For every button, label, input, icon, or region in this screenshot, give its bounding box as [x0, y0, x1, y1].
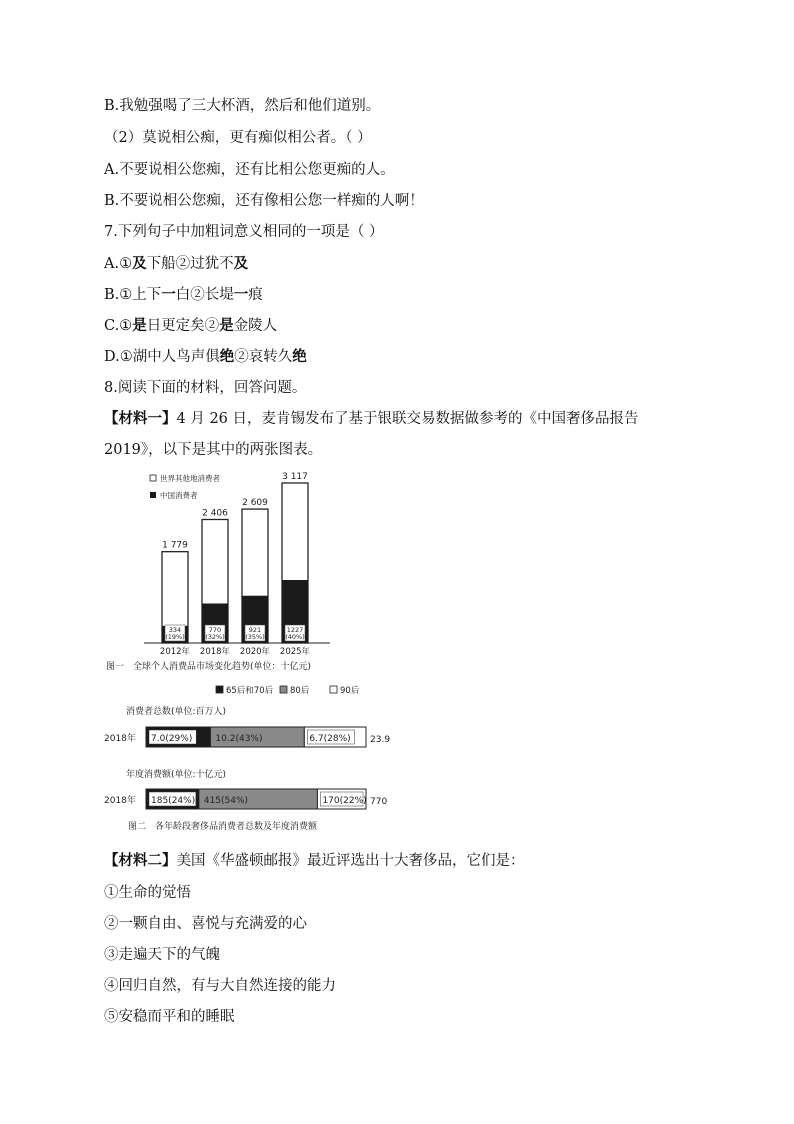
option-prefix: C.① [104, 318, 133, 334]
segment-label: 10.2(43%) [215, 734, 263, 744]
option-mid: 下船②过犹不 [146, 256, 234, 272]
legend-label: 65后和70后 [226, 686, 274, 696]
option-prefix: D.①湖中人鸟声俱 [104, 349, 220, 365]
legend-label-other: 世界其他地消费者 [160, 474, 220, 483]
list-item: ②一颗自由、喜悦与充满爱的心 [104, 916, 307, 932]
question-7: 7.下列句子中加粗词意义相同的一项是（ ） [104, 224, 384, 240]
bold-word-2: 是 [219, 317, 234, 334]
segment-label: 185(24%) [151, 796, 196, 806]
material-1-label: 【材料一】 [104, 410, 177, 427]
material-1-text: 4 月 26 日，麦肯锡发布了基于银联交易数据做参考的《中国奢侈品报告 [176, 411, 639, 427]
option-mid: 日更定矣② [146, 318, 220, 334]
segment-label: 170(22%) [322, 796, 367, 806]
total-value-label: 3 117 [282, 472, 308, 482]
option-b-previous: B.我勉强喝了三大杯酒，然后和他们道别。 [104, 98, 381, 114]
bold-word-1: 是 [132, 317, 147, 334]
option-suffix: 痕 [248, 287, 263, 303]
question-7-option-a [104, 254, 248, 274]
total-value-label: 2 406 [202, 508, 228, 519]
option-suffix: 金陵人 [233, 318, 278, 334]
china-value-label: 1227 [286, 626, 304, 634]
bold-word-1: 及 [132, 255, 147, 272]
material-2-intro [104, 851, 525, 871]
list-item: ④回归自然，有与大自然连接的能力 [104, 978, 336, 994]
segment-label: 7.0(29%) [151, 734, 193, 744]
total-label: 23.9 [370, 735, 391, 745]
question-2: （2）莫说相公痴，更有痴似相公者。（ ） [104, 130, 372, 146]
category-label: 2018年 [104, 796, 136, 806]
segment-label: 415(54%) [203, 796, 249, 806]
china-share-label: (40%) [285, 633, 305, 641]
legend-swatch-other [150, 475, 156, 481]
bold-word-2: 及 [233, 255, 249, 272]
question-7-option-d [104, 347, 307, 367]
bold-word-1: 绝 [219, 348, 235, 365]
x-tick-label: 2018年 [199, 647, 231, 657]
series-title: 消费者总数(单位:百万人) [126, 707, 227, 717]
china-value-label: 334 [168, 626, 182, 634]
total-label: 770 [370, 797, 388, 807]
figure-2-chart [104, 681, 400, 837]
china-share-label: (35%) [245, 633, 265, 641]
list-item: ⑤安稳而平和的睡眠 [104, 1009, 235, 1025]
question-8: 8.阅读下面的材料，回答问题。 [104, 380, 307, 396]
list-item: ①生命的觉悟 [104, 885, 191, 901]
material-2-text: 美国《华盛顿邮报》最近评选出十大奢侈品，它们是： [176, 853, 525, 869]
legend-swatch [216, 686, 223, 693]
china-share-label: (19%) [165, 633, 185, 641]
segment-label: 6.7(28%) [309, 734, 351, 744]
option-mid: ②哀转久 [234, 349, 293, 365]
bold-word-1: 一 [161, 286, 176, 303]
category-label: 2018年 [104, 734, 136, 744]
question-7-option-b [104, 285, 263, 305]
bold-word-2: 一 [233, 286, 249, 303]
legend-swatch [330, 686, 337, 693]
legend-swatch [280, 686, 287, 693]
option-prefix: B.①上下 [104, 287, 162, 303]
legend-swatch-china [150, 492, 156, 498]
total-value-label: 1 779 [162, 540, 188, 551]
series-title: 年度消费额(单位:十亿元) [126, 770, 227, 780]
material-1-intro [104, 409, 639, 429]
china-share-label: (32%) [205, 633, 225, 641]
question-2-option-b: B.不要说相公您痴，还有像相公您一样痴的人啊！ [104, 193, 424, 209]
x-tick-label: 2025年 [279, 647, 311, 657]
list-item: ③走遍天下的气魄 [104, 947, 220, 963]
question-7-option-c [104, 316, 277, 336]
material-1-intro-cont: 2019》，以下是其中的两张图表。 [104, 442, 323, 458]
material-2-label: 【材料二】 [104, 852, 177, 869]
china-value-label: 921 [248, 626, 262, 634]
legend-label: 80后 [290, 686, 310, 696]
question-2-option-a: A.不要说相公您痴，还有比相公您更痴的人。 [104, 162, 395, 178]
legend-label: 90后 [340, 686, 360, 696]
figure-2-title: 图二 各年龄段奢侈品消费者总数及年度消费额 [128, 822, 318, 832]
bold-word-2: 绝 [292, 348, 307, 365]
x-tick-label: 2020年 [239, 647, 271, 657]
figure-1-title: 图一 全球个人消费品市场变化趋势(单位：十亿元) [106, 662, 312, 672]
legend-label-china: 中国消费者 [160, 491, 198, 500]
china-value-label: 770 [208, 626, 222, 634]
option-prefix: A.① [104, 256, 133, 272]
x-tick-label: 2012年 [159, 647, 191, 657]
total-value-label: 2 609 [242, 498, 268, 509]
option-mid: 白②长堤 [175, 287, 234, 303]
figure-1-chart [104, 464, 364, 676]
